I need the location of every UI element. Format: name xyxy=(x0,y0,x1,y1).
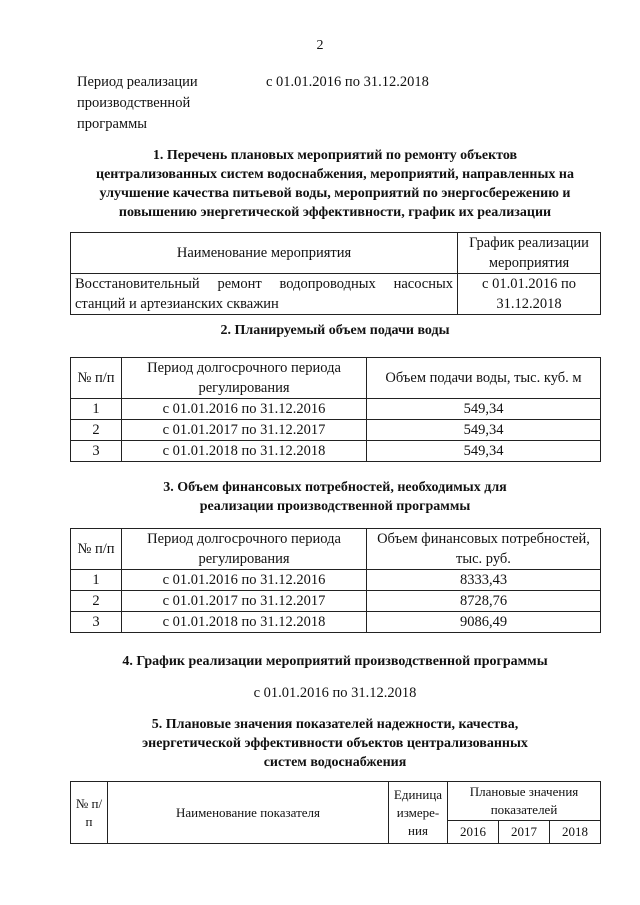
heading-line: реализации производственной программы xyxy=(199,499,471,514)
row-period-cell: с 01.01.2018 по 31.12.2018 xyxy=(122,441,367,462)
page-number: 2 xyxy=(316,38,324,53)
table-header-row xyxy=(71,782,601,821)
measure-name-cell: Восстановительный ремонт водопроводных насосных станций и артезианских скважин xyxy=(71,274,458,315)
section5-heading xyxy=(70,715,600,772)
row-volume-cell: 549,34 xyxy=(367,420,601,441)
table-row xyxy=(71,591,601,612)
indicators-table xyxy=(70,781,601,844)
row-volume-cell: 549,34 xyxy=(367,441,601,462)
row-number-cell: 3 xyxy=(71,612,122,633)
row-amount-cell: 8333,43 xyxy=(367,570,601,591)
row-period-cell: с 01.01.2017 по 31.12.2017 xyxy=(122,591,367,612)
row-number-cell: 3 xyxy=(71,441,122,462)
header-period: Период долгосрочного периода регулирования xyxy=(122,529,367,570)
program-period-label xyxy=(77,72,257,135)
header-financial-needs: Объем финансовых потребностей, тыс. руб. xyxy=(367,529,601,570)
header-number: № п/п xyxy=(71,782,108,844)
heading-line: 3. Объем финансовых потребностей, необходимых для xyxy=(163,480,507,495)
row-number-cell: 2 xyxy=(71,420,122,441)
water-supply-table xyxy=(70,357,601,462)
heading-line: 5. Плановые значения показателей надежности, качества, xyxy=(151,717,519,732)
row-number-cell: 2 xyxy=(71,591,122,612)
header-number: № п/п xyxy=(71,358,122,399)
row-volume-cell: 549,34 xyxy=(367,399,601,420)
program-period-label-line: программы xyxy=(77,116,147,132)
row-period-cell: с 01.01.2016 по 31.12.2016 xyxy=(122,399,367,420)
table-row xyxy=(71,570,601,591)
heading-line: повышению энергетической эффективности, график их реализации xyxy=(118,205,552,220)
section4-heading: 4. График реализации мероприятий производственной программы xyxy=(122,654,548,669)
table-row xyxy=(71,612,601,633)
heading-line: 1. Перечень плановых мероприятий по ремонту объектов xyxy=(152,148,518,163)
header-measure-name: Наименование мероприятия xyxy=(71,233,458,274)
table-header-row xyxy=(71,529,601,570)
table-header-row xyxy=(71,358,601,399)
row-period-cell: с 01.01.2018 по 31.12.2018 xyxy=(122,612,367,633)
heading-line: систем водоснабжения xyxy=(263,755,407,770)
section4-period: с 01.01.2016 по 31.12.2018 xyxy=(253,685,417,701)
header-indicator-name: Наименование показателя xyxy=(108,782,389,844)
header-number: № п/п xyxy=(71,529,122,570)
financial-needs-table xyxy=(70,528,601,633)
program-period-label-line: производственной xyxy=(77,95,191,111)
header-period: Период долгосрочного периода регулирования xyxy=(122,358,367,399)
section3-heading xyxy=(70,478,600,516)
row-number-cell: 1 xyxy=(71,399,122,420)
table-row xyxy=(71,399,601,420)
table-header-row xyxy=(71,233,601,274)
section1-heading xyxy=(70,146,600,222)
table-row xyxy=(71,441,601,462)
measures-table xyxy=(70,232,601,315)
program-period-value: с 01.01.2016 по 31.12.2018 xyxy=(266,74,429,90)
header-planned-values: Плановые значения показателей xyxy=(448,782,601,821)
table-row xyxy=(71,274,601,315)
row-period-cell: с 01.01.2016 по 31.12.2016 xyxy=(122,570,367,591)
row-amount-cell: 8728,76 xyxy=(367,591,601,612)
header-year-2018: 2018 xyxy=(549,821,600,844)
header-year-2016: 2016 xyxy=(448,821,499,844)
heading-line: энергетической эффективности объектов централизованных xyxy=(142,736,528,751)
table-row xyxy=(71,420,601,441)
header-schedule: График реализации мероприятия xyxy=(458,233,601,274)
row-number-cell: 1 xyxy=(71,570,122,591)
header-year-2017: 2017 xyxy=(498,821,549,844)
row-amount-cell: 9086,49 xyxy=(367,612,601,633)
heading-line: централизованных систем водоснабжения, мероприятий, направленных на xyxy=(96,167,574,182)
section2-heading: 2. Планируемый объем подачи воды xyxy=(220,323,450,338)
program-period-label-line: Период реализации xyxy=(77,74,198,90)
heading-line: улучшение качества питьевой воды, мероприятий по энергосбережению и xyxy=(99,186,571,201)
header-volume: Объем подачи воды, тыс. куб. м xyxy=(367,358,601,399)
measure-schedule-cell: с 01.01.2016 по 31.12.2018 xyxy=(458,274,601,315)
row-period-cell: с 01.01.2017 по 31.12.2017 xyxy=(122,420,367,441)
header-unit: Единица измере- ния xyxy=(389,782,448,844)
